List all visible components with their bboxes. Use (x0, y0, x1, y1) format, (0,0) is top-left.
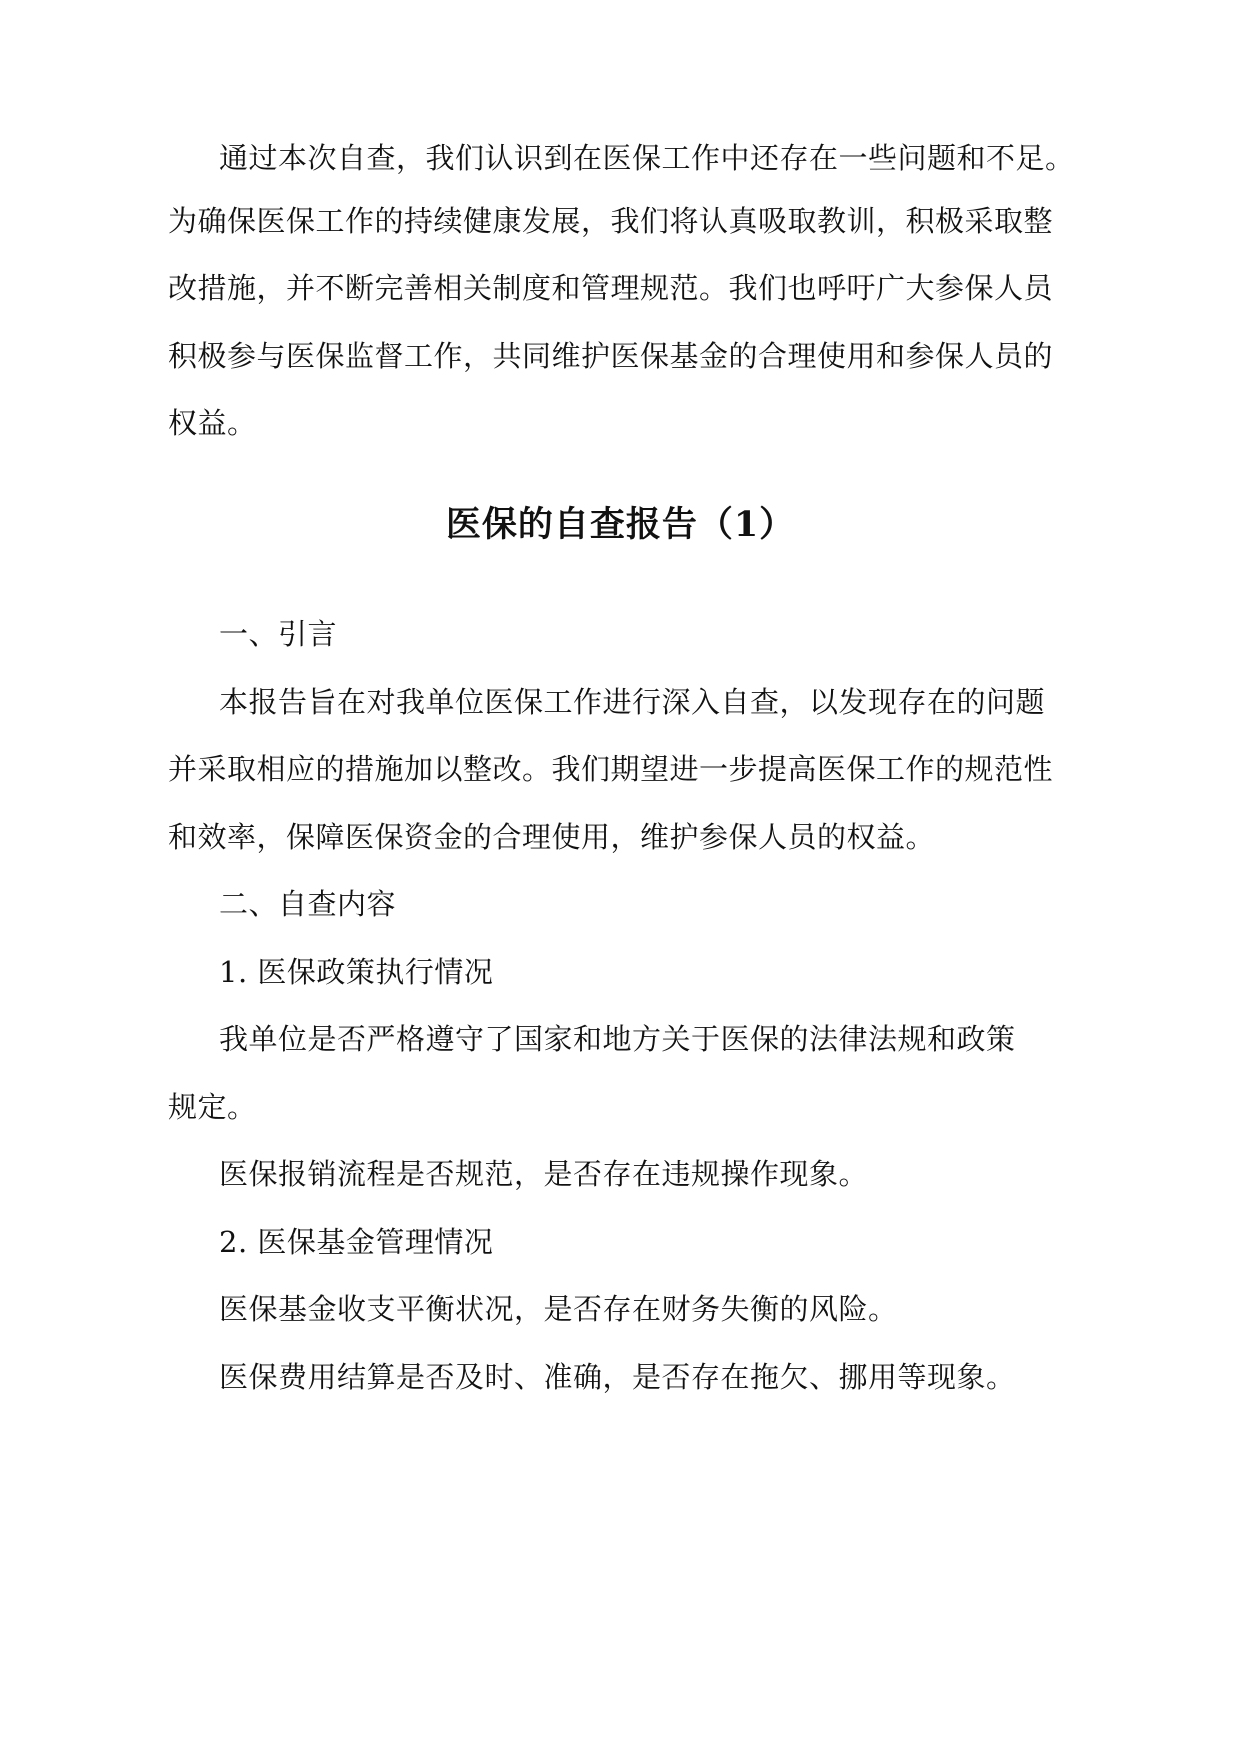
intro-paragraph-line-5: 权益。 (168, 406, 257, 440)
item-2-paragraph-1: 医保基金收支平衡状况，是否存在财务失衡的风险。 (219, 1292, 898, 1326)
item-1-heading: 1. 医保政策执行情况 (219, 955, 494, 989)
section-1-paragraph-line-2: 并采取相应的措施加以整改。我们期望进一步提高医保工作的规范性 (168, 752, 1054, 786)
section-2-heading: 二、自查内容 (219, 887, 397, 921)
intro-paragraph-line-1: 通过本次自查，我们认识到在医保工作中还存在一些问题和不足。 (219, 141, 1075, 175)
document-title: 医保的自查报告（1） (445, 504, 796, 545)
item-2-paragraph-2: 医保费用结算是否及时、准确，是否存在拖欠、挪用等现象。 (219, 1360, 1016, 1394)
section-1-heading: 一、引言 (219, 617, 338, 651)
item-1-paragraph-1-line-1: 我单位是否严格遵守了国家和地方关于医保的法律法规和政策 (219, 1022, 1016, 1056)
section-1-paragraph-line-3: 和效率，保障医保资金的合理使用，维护参保人员的权益。 (168, 820, 936, 854)
item-1-paragraph-2: 医保报销流程是否规范，是否存在违规操作现象。 (219, 1157, 869, 1191)
intro-paragraph-line-3: 改措施，并不断完善相关制度和管理规范。我们也呼吁广大参保人员 (168, 271, 1054, 305)
intro-paragraph-line-4: 积极参与医保监督工作，共同维护医保基金的合理使用和参保人员的 (168, 339, 1054, 373)
intro-paragraph-line-2: 为确保医保工作的持续健康发展，我们将认真吸取教训，积极采取整 (168, 204, 1054, 238)
item-1-paragraph-1-line-2: 规定。 (168, 1090, 257, 1124)
item-2-heading: 2. 医保基金管理情况 (219, 1225, 494, 1259)
section-1-paragraph-line-1: 本报告旨在对我单位医保工作进行深入自查，以发现存在的问题 (219, 685, 1046, 719)
